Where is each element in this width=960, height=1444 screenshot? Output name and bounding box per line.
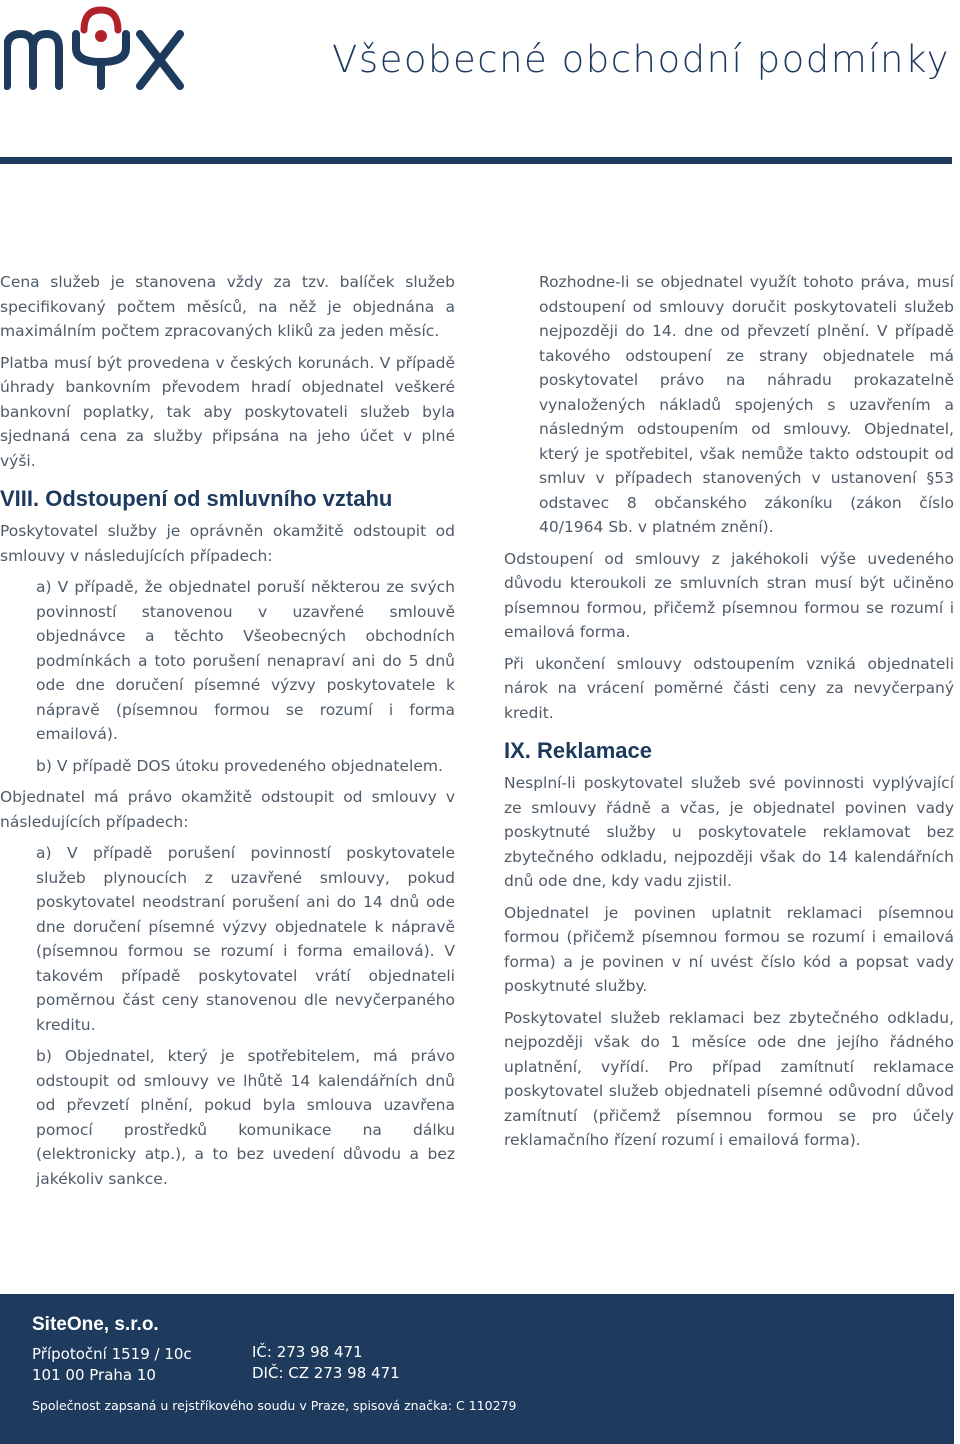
- written-form-paragraph: Odstoupení od smlouvy z jakéhokoli výše uvedeného důvodu kteroukoli ze smluvních stran musí být učiněno písemnou formou, přičemž písemnou formou se rozumí i emailová forma.: [504, 549, 954, 641]
- client-withdrawal-a: a) V případě porušení povinností poskytovatele služeb plynoucích z uzavřené smlouvy, pokud poskytovatel neodstraní porušení ani do 14 dnů ode dne doručení písemné výzvy objednatele k nápravě (písemnou formou se rozumí i forma emailová). V takovém případě poskytovatel vrátí objednateli poměrnou část ceny stanovenou dle nevyčerpaného kreditu.: [36, 844, 455, 1034]
- company-name: SiteOne, s.r.o.: [32, 1314, 159, 1335]
- myx-logo: [4, 4, 186, 90]
- client-withdrawal-intro: Objednatel má právo okamžitě odstoupit od smlouvy v následujících případech:: [0, 788, 455, 831]
- section-heading-viii: VIII. Odstoupení od smluvního vztahu: [0, 486, 393, 511]
- payment-paragraph: Platba musí být provedena v českých korunách. V případě úhrady bankovním převodem hradí objednatel veškeré bankovní poplatky, tak aby poskytovateli služeb byla sjednaná cena za služby připsána na jeho účet v plné výši.: [0, 353, 455, 470]
- company-ic: IČ: 273 98 471: [252, 1343, 363, 1361]
- complaint-paragraph-1: Nesplní-li poskytovatel služeb své povinnosti vyplývající ze smlouvy řádně a včas, je objednatel povinen vady poskytnuté služby u poskytovatele reklamovat bez zbytečného odkladu, nejpozději však do 14 kalendářních dnů ode dne, kdy vadu zjistil.: [504, 774, 954, 890]
- consumer-withdrawal-paragraph: Rozhodne-li se objednatel využít tohoto práva, musí odstoupení od smlouvy doručit poskytovateli služeb nejpozději do 14. dne od převzetí plnění. V případě takového odstoupení ze strany objednatele má poskytovatel právo na náhradu prokazatelně vynaložených nákladů spojených s uzavřením a následným odstoupením od smlouvy. Objednatel, který je spotřebitel, však nemůže takto odstoupit od smluv v případech stanovených v ustanovení §53 odstavec 8 občanského zákoníku (zákon číslo 40/1964 Sb. v platném znění).: [539, 273, 954, 536]
- footer: [0, 1294, 954, 1444]
- company-registry: Společnost zapsaná u rejstříkového soudu v Praze, spisová značka: C 110279: [32, 1398, 517, 1413]
- document-title: Všeobecné obchodní podmínky: [332, 38, 950, 81]
- provider-withdrawal-intro: Poskytovatel služby je oprávněn okamžitě odstoupit od smlouvy v následujících případech:: [0, 522, 455, 565]
- company-ids: [252, 1342, 400, 1384]
- address-city: 101 00 Praha 10: [32, 1366, 156, 1384]
- company-address: [32, 1344, 192, 1386]
- section-heading-ix: IX. Reklamace: [504, 738, 652, 763]
- refund-paragraph: Při ukončení smlouvy odstoupením vzniká objednateli nárok na vrácení poměrné části ceny za nevyčerpaný kredit.: [504, 654, 954, 722]
- provider-withdrawal-a: a) V případě, že objednatel poruší některou ze svých povinností stanovenou v uzavřené smlouvě objednávce a těchto Všeobecných obchodních podmínkách a toto porušení nenapraví ani do 5 dnů ode dne doručení písemné výzvy poskytovatele k nápravě (písemnou formou se rozumí i forma emailová).: [36, 578, 455, 743]
- company-dic: DIČ: CZ 273 98 471: [252, 1364, 400, 1382]
- client-withdrawal-b: b) Objednatel, který je spotřebitelem, má právo odstoupit od smlouvy ve lhůtě 14 kalendářních dnů od převzetí plnění, pokud byla smlouva uzavřena pomocí prostředků komunikace na dálku (elektronicky atp.), a to bez uvedení důvodu a bez jakékoliv sankce.: [36, 1047, 455, 1188]
- address-street: Přípotoční 1519 / 10c: [32, 1345, 192, 1363]
- right-column: [504, 270, 954, 1160]
- provider-withdrawal-b: b) V případě DOS útoku provedeného objednatelem.: [36, 756, 443, 775]
- complaint-paragraph-2: Objednatel je povinen uplatnit reklamaci písemnou formou (přičemž písemnou formou se rozumí i emailová forma) a je povinen v ní uvést číslo kód a popsat vady poskytnuté služby.: [504, 903, 954, 995]
- price-paragraph: Cena služeb je stanovena vždy za tzv. balíček služeb specifikovaný počtem měsíců, na něž je objednána a maximálním počtem zpracovaných kliků za jeden měsíc.: [0, 273, 455, 340]
- left-column: [0, 270, 455, 1198]
- complaint-paragraph-3: Poskytovatel služeb reklamaci bez zbytečného odkladu, nejpozději však do 1 měsíce ode dne jejího řádného uplatnění, vyřídí. Pro případ zamítnutí reklamace poskytovatel služeb objednateli písemné odůvodní důvod zamítnutí (přičemž písemnou formou se pro účely reklamačního řízení rozumí i emailová forma).: [504, 1008, 954, 1149]
- header-rule: [0, 157, 952, 164]
